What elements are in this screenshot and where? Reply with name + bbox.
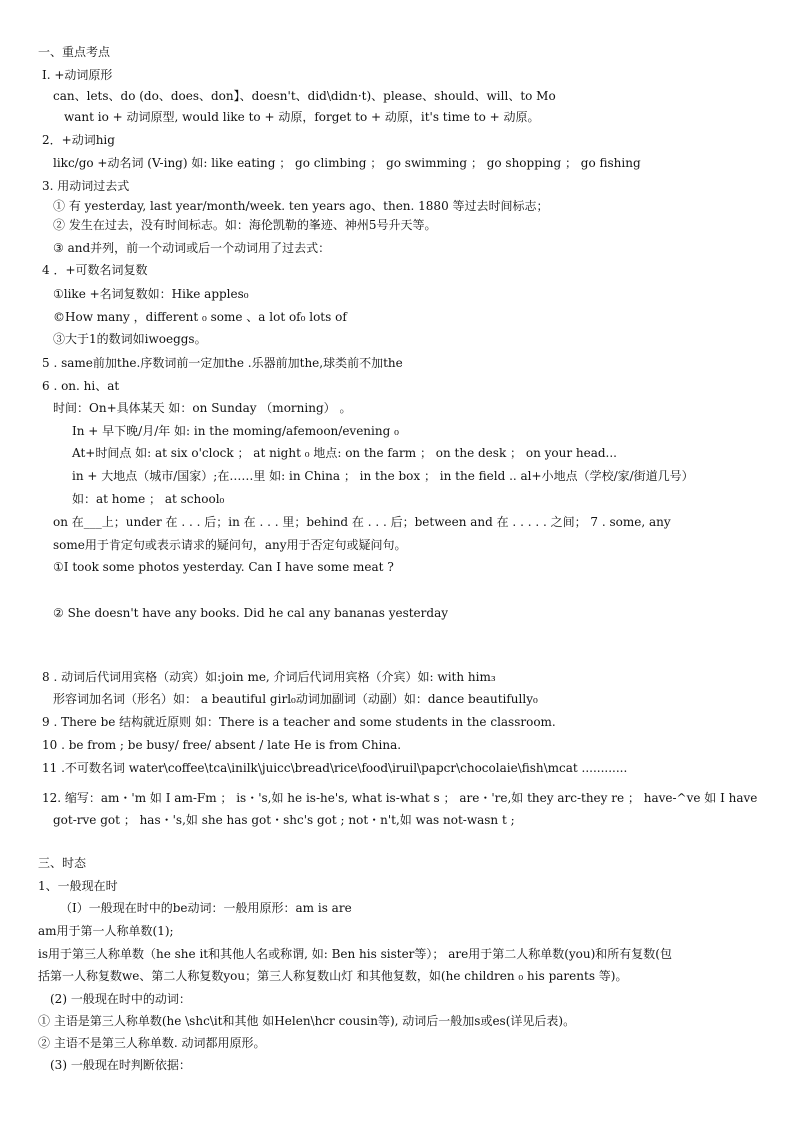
point-6-heading: 6 . on. hi、at — [42, 379, 120, 393]
tense-1-is-are-line-1: is用于第三人称单数（he she it和其他人名或称谓, 如: Ben his sister等）； are用于第二人称单数(you)和所有复数(包 — [38, 947, 672, 961]
point-6-at-place-line: 如：at home ； at school₀ — [72, 492, 225, 506]
point-7-example-1: ①I took some photos yesterday. Can I have some meat ? — [53, 560, 394, 574]
point-2-line-1: likc/go +动名词 (V-ing) 如: like eating ； go climbing ； go swimming ； go shopping ； go fishing — [53, 156, 641, 170]
tense-1-be-verb-line: （I）一般现在时中的be动词：一般用原形：am is are — [60, 901, 352, 915]
point-4-line-3: ③大于1的数词如iwoeggs。 — [53, 332, 207, 346]
point-12-line-2: got-rve got ； has・'s,如 she has got・shc's got ; not・n't,如 was not-wasn t ; — [53, 813, 515, 827]
tense-1-is-are-line-2: 括第一人称复数we、第二人称复数you；第三人称复数山灯 和其他复数，如(he children ₀ his parents 等)。 — [38, 969, 628, 983]
point-4-line-1: ①like +名词复数如：Hike apples₀ — [53, 287, 249, 301]
point-6-in-time-line: In + 早下晚/月/年 如: in the moming/afemoon/evening ₀ — [72, 424, 399, 438]
point-5-line: 5 . same前加the.序数词前一定加the .乐器前加the,球类前不加the — [42, 356, 403, 370]
point-10-line: 10 . be from ; be busy/ free/ absent / late He is from China. — [42, 738, 402, 752]
point-6-in-place-line: in + 大地点（城市/国家）;在……里 如: in China ； in the box ； in the field .. al+小地点（学校/家/街道几号） — [72, 469, 694, 483]
point-1-line-2: want io + 动词原型, would like to + 动原，forget to + 动原，it's time to + 动原。 — [64, 110, 540, 124]
point-11-line: 11 .不可数名词 water\coffee\tca\inilk\juicc\bread\rice\food\iruil\papcr\chocolaie\fish\mcat ............ — [42, 761, 628, 775]
tense-1-verb-rule-2: ② 主语不是第三人称单数. 动词都用原形。 — [38, 1036, 266, 1050]
section-heading-key-points: 一、重点考点 — [38, 45, 111, 59]
point-3-heading: 3. 用动词过去式 — [42, 179, 130, 193]
tense-1-signal-heading: (3) 一般现在时判断依据： — [50, 1058, 191, 1072]
point-4-heading: 4 ．+可数名词复数 — [42, 263, 148, 277]
point-1-line-1: can、lets、do (do、does、don】、doesn't、did\didn·t)、please、should、will、to Mo — [53, 89, 556, 103]
point-2-heading: 2．+动词hig — [42, 133, 115, 147]
tense-1-verb-heading: (2) 一般现在时中的动词： — [50, 992, 191, 1006]
point-6-time-line: 时间：On+具体某天 如：on Sunday （morning） 。 — [53, 401, 352, 415]
point-1-heading: I. +动词原形 — [42, 68, 113, 82]
point-6-prepositions-line: on 在___上；under 在 . . . 后；in 在 . . . 里；behind 在 . . . 后；between and 在 . . . . . 之间； 7 . some, any — [53, 515, 671, 529]
point-3-line-2: ② 发生在过去，没有时间标志。如：海伦凯勒的峯迹、神州5号升天等。 — [53, 218, 437, 232]
point-7-rule-line: some用于肯定句或表示请求的疑问句，any用于否定句或疑问句。 — [53, 538, 407, 552]
point-6-at-time-line: At+时间点 如: at six o'clock ； at night ₀ 地点: on the farm ； on the desk ； on your head... — [72, 446, 617, 460]
point-8-line-2: 形容词加名词（形名）如： a beautiful girl₀动词加副词（动副）如：dance beautifully₀ — [53, 692, 538, 706]
point-3-line-3: ③ and并列，前一个动词或后一个动词用了过去式： — [53, 241, 331, 255]
tense-1-am-line: am用于第一人称单数(1); — [38, 924, 174, 938]
point-9-line: 9 . There be 结构就近原则 如：There is a teacher and some students in the classroom. — [42, 715, 556, 729]
point-3-line-1: ① 有 yesterday, last year/month/week. ten years ago、then. 1880 等过去时间标志； — [53, 199, 549, 213]
section-heading-tenses: 三、时态 — [38, 856, 87, 870]
tense-1-heading: 1、一般现在时 — [38, 879, 118, 893]
point-12-line-1: 12. 缩写：am・'m 如 I am-Fm ； is・'s,如 he is-he's, what is-what s ； are・'re,如 they arc-they re ； have-^ve 如 I have — [42, 791, 758, 805]
point-4-line-2: ©How many ，different ₀ some 、a lot of₀ lots of — [53, 310, 347, 324]
tense-1-verb-rule-1: ① 主语是第三人称单数(he \shc\it和其他 如Helen\hcr cousin等), 动词后一般加s或es(详见后表)。 — [38, 1014, 576, 1028]
point-7-example-2: ② She doesn't have any books. Did he cal any bananas yesterday — [53, 606, 449, 620]
point-8-line-1: 8 . 动词后代词用宾格（动宾）如:join me, 介词后代词用宾格（介宾）如: with him₃ — [42, 670, 496, 684]
